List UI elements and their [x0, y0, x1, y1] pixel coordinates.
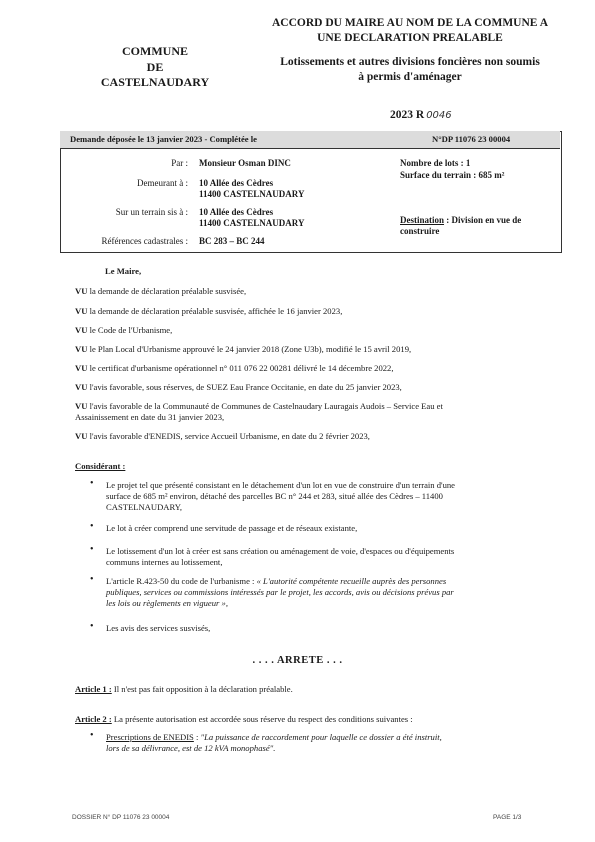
- bullet-icon: •: [90, 621, 94, 632]
- commune-name: [85, 44, 225, 91]
- demeurant-label: Demeurant à :: [137, 178, 188, 188]
- article-label: Article 1 :: [75, 684, 112, 694]
- commune-line: COMMUNE: [122, 44, 188, 58]
- bullet-icon: •: [90, 478, 94, 489]
- demeurant-value: [199, 178, 304, 200]
- vu-word: VU: [75, 306, 88, 316]
- vu-line: [75, 363, 545, 374]
- vu-word: VU: [75, 401, 88, 411]
- terrain-surface: Surface du terrain : 685 m²: [400, 170, 505, 180]
- document-subtitle: [250, 55, 570, 85]
- prescription-label: Prescriptions de ENEDIS: [106, 732, 194, 742]
- footer-dossier: DOSSIER N° DP 11076 23 00004: [72, 814, 170, 821]
- vu-line: [75, 286, 545, 297]
- ref-prefix: 2023 R: [390, 109, 425, 121]
- item-line: CASTELNAUDARY,: [106, 502, 182, 512]
- vu-text: l'avis favorable, sous réserves, de SUEZ Eau France Occitanie, en date du 25 janvier 2023,: [87, 382, 402, 392]
- par-value: Monsieur Osman DINC: [199, 158, 291, 168]
- bullet-icon: •: [90, 544, 94, 555]
- vu-text: le Code de l'Urbanisme,: [87, 325, 173, 335]
- considerant-item: [106, 480, 546, 513]
- destination-value: : Division en vue de construire: [400, 215, 522, 236]
- commune-line: DE: [146, 59, 164, 74]
- refs-value: BC 283 – BC 244: [199, 236, 265, 246]
- address-line: 11400 CASTELNAUDARY: [199, 218, 305, 228]
- vu-word: VU: [75, 325, 88, 335]
- vu-text: la demande de déclaration préalable susvisée, affichée le 16 janvier 2023,: [87, 306, 343, 316]
- address-line: 11400 CASTELNAUDARY: [199, 189, 305, 199]
- terrain-label: Sur un terrain sis à :: [115, 207, 188, 217]
- item-line: surface de 685 m² environ, détaché des parcelles BC n° 244 et 283, situé allée des Cèdres – 11400: [106, 491, 443, 501]
- item-line: communs internes au lotissement,: [106, 557, 223, 567]
- subtitle-line: Lotissements et autres divisions foncières non soumis: [280, 56, 540, 68]
- vu-text: le Plan Local d'Urbanisme approuvé le 24 janvier 2018 (Zone U3b), modifié le 15 avril 2019,: [87, 344, 412, 354]
- destination: [400, 215, 550, 237]
- vu-word: VU: [75, 286, 88, 296]
- par-label: Par :: [171, 158, 188, 168]
- vu-text: l'avis favorable de la Communauté de Communes de Castelnaudary Lauragais Audois – Service Eau et: [87, 401, 443, 411]
- considerant-item: Les avis des services susvisés,: [106, 623, 211, 633]
- article-1: [75, 684, 545, 695]
- bullet-icon: •: [90, 574, 94, 585]
- bullet-icon: •: [90, 521, 94, 532]
- item-line: Le lotissement d'un lot à créer est sans création ou aménagement de voie, d'espaces ou d'équipements: [106, 546, 455, 556]
- vu-word: VU: [75, 382, 88, 392]
- bullet-icon: •: [90, 730, 94, 741]
- prescription-quote: "La puissance de raccordement pour laquelle ce dossier a été instruit,: [200, 732, 442, 742]
- item-quote: les lois ou règlements en vigueur »,: [106, 598, 228, 608]
- vu-text: le certificat d'urbanisme opérationnel n° 011 076 22 00281 délivré le 14 décembre 2022,: [87, 363, 394, 373]
- item-line: Le projet tel que présenté consistant en le détachement d'un lot en vue de construire d'un terrain d'une: [106, 480, 455, 490]
- vu-line: [75, 382, 545, 393]
- prescription-colon: :: [193, 732, 201, 742]
- title-line: ACCORD DU MAIRE AU NOM DE LA COMMUNE A: [272, 17, 548, 29]
- considerant-item: [106, 546, 546, 568]
- address-line: 10 Allée des Cèdres: [199, 178, 274, 188]
- vu-line: [75, 401, 545, 423]
- subtitle-line: à permis d'aménager: [358, 71, 462, 83]
- prescription-enedis: [106, 732, 546, 754]
- footer-page: PAGE 1/3: [493, 814, 522, 821]
- vu-line: [75, 344, 545, 355]
- destination-label: Destination: [400, 215, 445, 225]
- terrain-value: [199, 207, 304, 229]
- vu-word: VU: [75, 431, 88, 441]
- article-text: Il n'est pas fait opposition à la déclaration préalable.: [111, 684, 293, 694]
- document-title: [250, 16, 570, 46]
- article-2: [75, 714, 545, 725]
- ref-handwritten-number: 0046: [426, 110, 452, 121]
- vu-line: [75, 431, 545, 442]
- considerant-heading: Considérant :: [75, 461, 126, 471]
- vu-text: l'avis favorable d'ENEDIS, service Accueil Urbanisme, en date du 2 février 2023,: [87, 431, 370, 441]
- arrete-reference: [390, 109, 452, 121]
- vu-text: Assainissement en date du 31 janvier 2023,: [75, 412, 225, 422]
- address-line: 10 Allée des Cèdres: [199, 207, 274, 217]
- article-text: La présente autorisation est accordée sous réserve du respect des conditions suivantes :: [111, 714, 413, 724]
- refs-label: Références cadastrales :: [101, 236, 188, 246]
- le-maire: Le Maire,: [105, 266, 142, 276]
- considerant-item: Le lot à créer comprend une servitude de passage et de réseaux existante,: [106, 523, 358, 533]
- vu-word: VU: [75, 363, 88, 373]
- vu-line: [75, 306, 545, 317]
- arrete-heading: . . . . ARRETE . . .: [252, 655, 343, 666]
- item-quote: publiques, services ou commissions intéressés par le projet, les accords, avis ou décisions prévus par: [106, 587, 454, 597]
- item-quote: « L'autorité compétente recueille auprès des personnes: [256, 576, 447, 586]
- article-label: Article 2 :: [75, 714, 112, 724]
- commune-line: CASTELNAUDARY: [100, 75, 210, 89]
- item-text: L'article R.423-50 du code de l'urbanisme :: [106, 576, 257, 586]
- dossier-number: N°DP 11076 23 00004: [432, 134, 511, 144]
- vu-word: VU: [75, 344, 88, 354]
- prescription-quote: lors de sa délivrance, est de 12 kVA monophasé".: [106, 743, 276, 753]
- demande-date: Demande déposée le 13 janvier 2023 - Complétée le: [70, 134, 257, 144]
- title-line: UNE DECLARATION PREALABLE: [317, 32, 503, 44]
- considerant-item: [106, 576, 546, 609]
- vu-line: [75, 325, 545, 336]
- lots-count: Nombre de lots : 1: [400, 158, 471, 168]
- vu-text: la demande de déclaration préalable susvisée,: [87, 286, 247, 296]
